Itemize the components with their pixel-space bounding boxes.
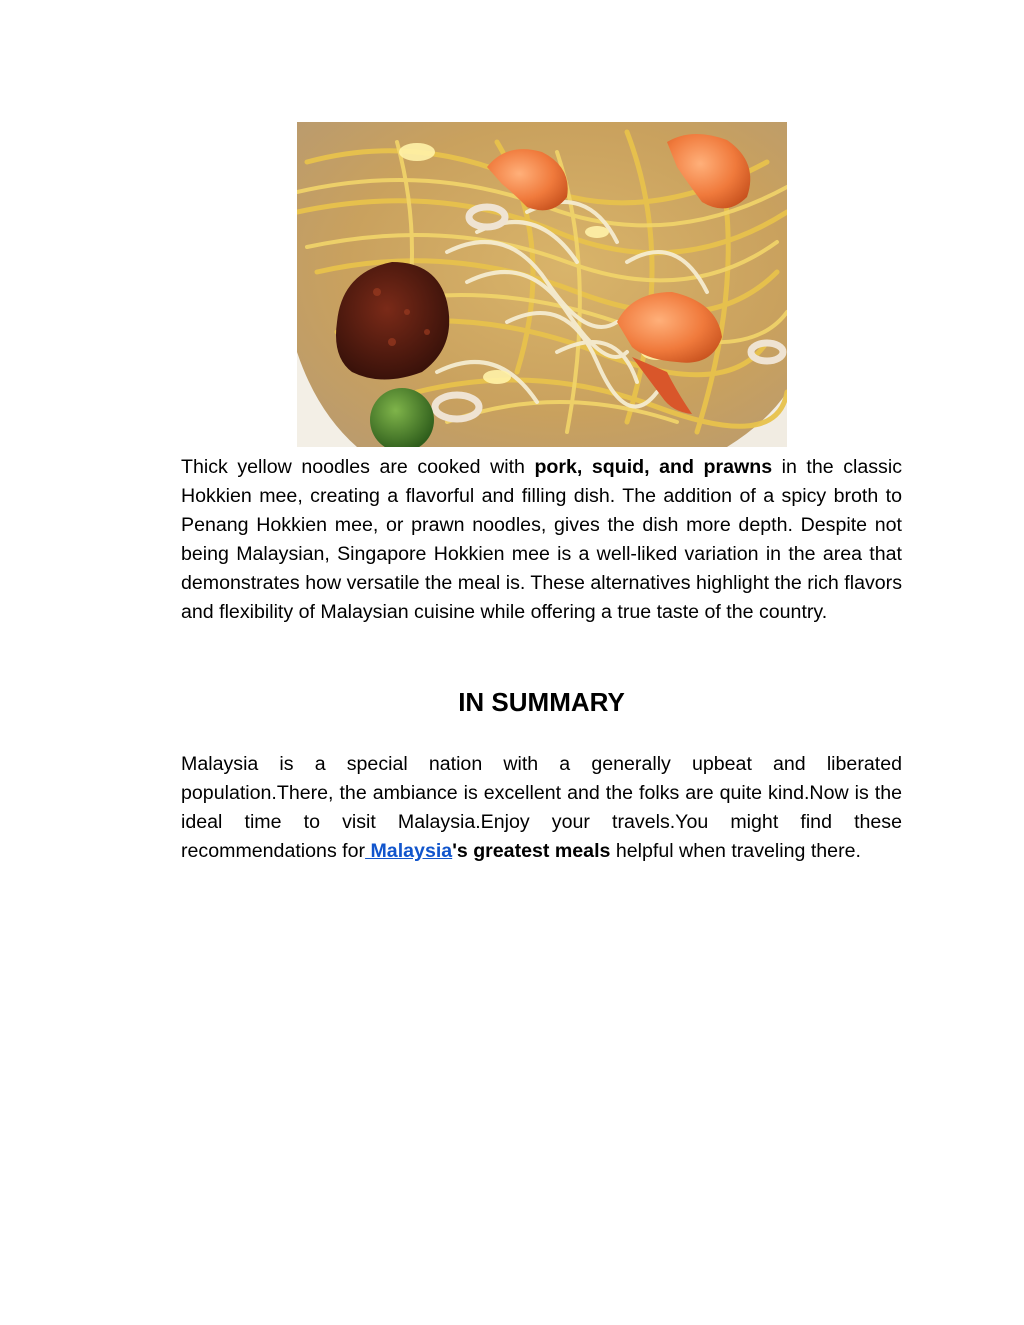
noodle-dish-image	[297, 122, 787, 447]
hokkien-mee-paragraph	[181, 453, 902, 627]
noodle-dish-illustration	[297, 122, 787, 447]
paragraph1-bold-ingredients: pork, squid, and prawns	[534, 456, 773, 478]
paragraph2-tail: helpful when traveling there.	[610, 840, 861, 862]
paragraph1-text-start: Thick yellow noodles are cooked with	[181, 456, 535, 478]
summary-heading: IN SUMMARY	[458, 687, 625, 717]
summary-paragraph	[181, 750, 902, 866]
paragraph2-bold-meals: 's greatest meals	[452, 840, 611, 862]
malaysia-link[interactable]: Malaysia	[365, 840, 453, 862]
paragraph2-text: Malaysia is a special nation with a generally upbeat and liberated population.There, the ambiance is excellent and the folks are quite kind.Now is the ideal time to visit Malaysia.Enjoy your travels.You might find these recommendations for	[181, 753, 902, 862]
paragraph1-text-rest: in the classic Hokkien mee, creating a flavorful and filling dish. The addition of a spicy broth to Penang Hokkien mee, or prawn noodles, gives the dish more depth. Despite not being Malaysian, Singapore Hokkien mee is a well-liked variation in the area that demonstrates how versatile the meal is. These alternatives highlight the rich flavors and flexibility of Malaysian cuisine while offering a true taste of the country.	[181, 456, 902, 623]
